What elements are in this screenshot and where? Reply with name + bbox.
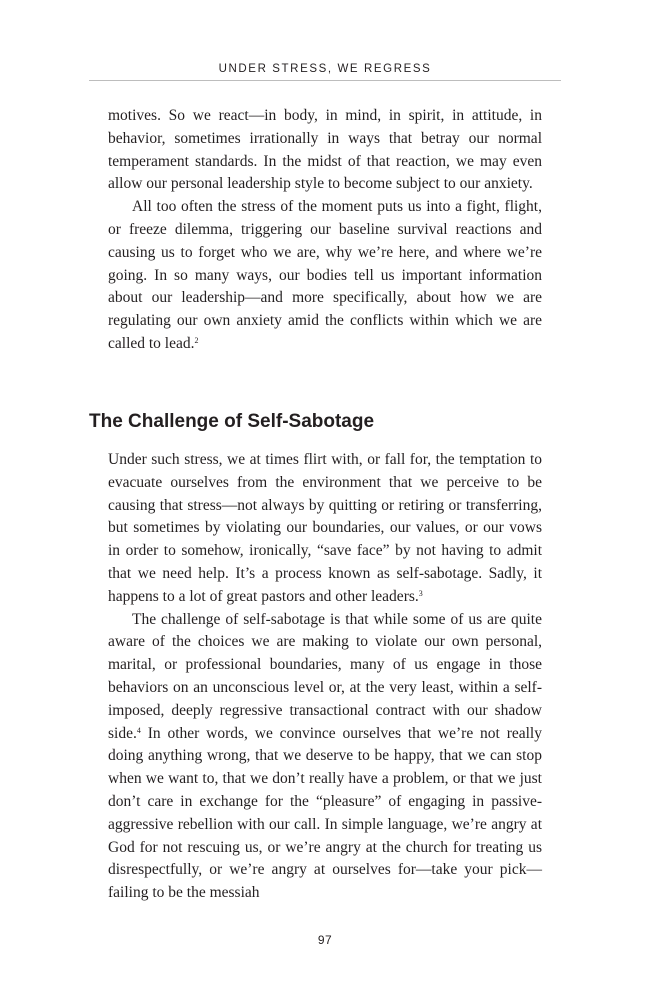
page-number: 97 [317, 933, 333, 947]
header-rule [89, 80, 561, 81]
body-text-section [108, 449, 542, 905]
body-text-top [108, 105, 542, 356]
paragraph-challenge [108, 609, 542, 905]
paragraph-continuation: motives. So we react—in body, in mind, in spirit, in attitude, in behavior, sometimes irrationally in ways that betray our normal temperament standards. In the midst of that reaction, we may even allow our personal leadership style to become subject to our anxiety. [108, 107, 542, 193]
footnote-ref-3: 3 [418, 588, 423, 598]
paragraph-text: Under such stress, we at times flirt with, or fall for, the temptation to evacuate ourselves from the environment that we perceive to be causing that stress—not always by quitting or retiring or transferring, but sometimes by violating our boundaries, our values, or our vows in order to somehow, ironically, “save face” by not having to admit that we need help. It’s a process known as self-sabotage. Sadly, it happens to a lot of great pastors and other leaders. [108, 451, 542, 605]
section-heading: The Challenge of Self-Sabotage [89, 411, 375, 432]
paragraph-under-stress [108, 449, 542, 609]
paragraph-fight-flight [108, 196, 542, 356]
footnote-ref-2: 2 [194, 335, 199, 345]
footnote-ref-4: 4 [136, 725, 141, 735]
paragraph-text: All too often the stress of the moment puts us into a fight, flight, or freeze dilemma, triggering our baseline survival reactions and causing us to forget who we are, why we’re here, and where we’re going. In so many ways, our bodies tell us important information about our leadership—and more specifically, about how we are regulating our own anxiety amid the conflicts within which we are called to lead. [108, 198, 542, 352]
running-head: UNDER STRESS, WE REGRESS [218, 63, 432, 75]
paragraph-text: The challenge of self-sabotage is that while some of us are quite aware of the choices we are making to violate our own personal, marital, or professional boundaries, many of us engage in those behaviors on an unconscious level or, at the very least, within a self-imposed, deeply regressive transactional contract with our shadow side. [108, 610, 542, 742]
paragraph-text-cont: In other words, we convince ourselves that we’re not really doing anything wrong, that we deserve to be happy, that we can stop when we want to, that we don’t really have a problem, or that we just don’t care in exchange for the “pleasure” of engaging in passive-aggressive rebellion with our call. In simple language, we’re angry at God for not rescuing us, or we’re angry at the church for treating us disrespectfully, or we’re angry at ourselves for—take your pick—failing to be the messiah [108, 724, 542, 902]
